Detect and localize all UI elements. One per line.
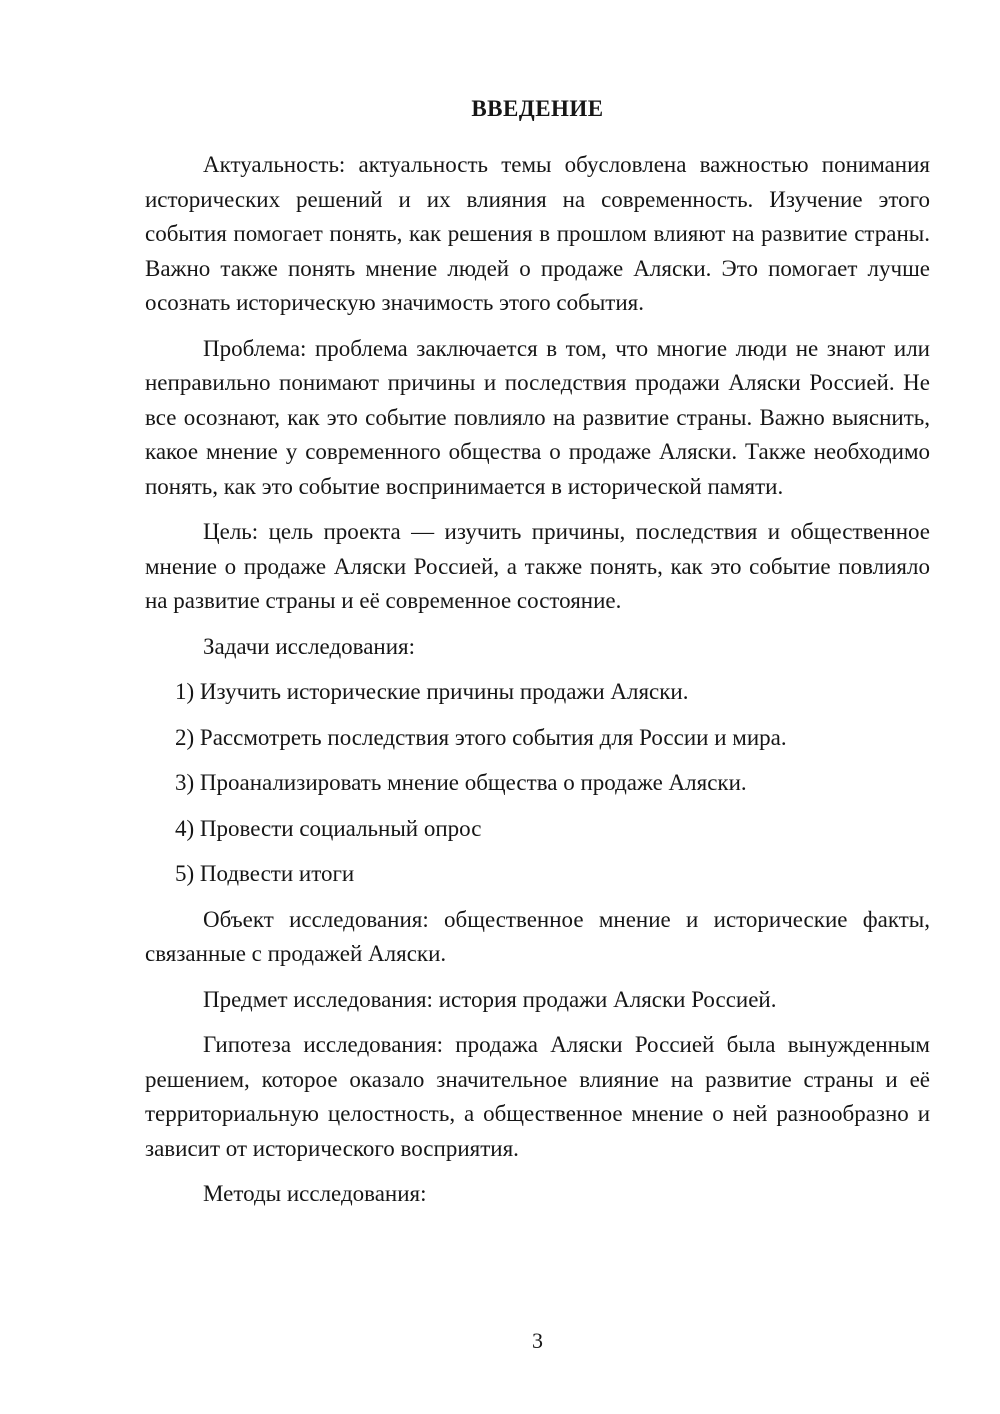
page-title: ВВЕДЕНИЕ	[471, 96, 604, 121]
task-item-5: 5) Подвести итоги	[175, 861, 355, 886]
page-number: 3	[532, 1328, 543, 1353]
paragraph-relevance: Актуальность: актуальность темы обусловлена важностью понимания исторических решений и их влияния на современность. Изучение этого события помогает понять, как решения в прошлом влияют на развитие страны. Важно также понять мнение людей о продаже Аляски. Это помогает лучше осознать историческую значимость этого события.	[145, 152, 930, 315]
paragraph-problem: Проблема: проблема заключается в том, что многие люди не знают или неправильно понимают причины и последствия продажи Аляски Россией. Не все осознают, как это событие повлияло на развитие страны. Важно выяснить, какое мнение у современного общества о продаже Аляски. Также необходимо понять, как это событие воспринимается в исторической памяти.	[145, 335, 930, 499]
paragraph-goal: Цель: цель проекта — изучить причины, последствия и общественное мнение о продаже Аляски Россией, а также понять, как это событие повлияло на развитие страны и её современное состояние.	[145, 519, 930, 613]
tasks-list	[145, 675, 930, 892]
tasks-heading: Задачи исследования:	[203, 633, 416, 659]
task-item-1: 1) Изучить исторические причины продажи Аляски.	[175, 679, 689, 704]
methods-heading: Методы исследования:	[203, 1181, 427, 1206]
paragraph-object: Объект исследования: общественное мнение и исторические факты, связанные с продажей Аляски.	[145, 906, 930, 966]
paragraph-subject: Предмет исследования: история продажи Аляски Россией.	[203, 986, 777, 1012]
task-item-4: 4) Провести социальный опрос	[175, 815, 482, 841]
paragraph-hypothesis: Гипотеза исследования: продажа Аляски Россией была вынужденным решением, которое оказало значительное влияние на развитие страны и её территориальную целостность, а общественное мнение о ней разнообразно и зависит от исторического восприятия.	[145, 1032, 930, 1161]
task-item-2: 2) Рассмотреть последствия этого события для России и мира.	[175, 724, 787, 750]
task-item-3: 3) Проанализировать мнение общества о продаже Аляски.	[175, 770, 747, 795]
